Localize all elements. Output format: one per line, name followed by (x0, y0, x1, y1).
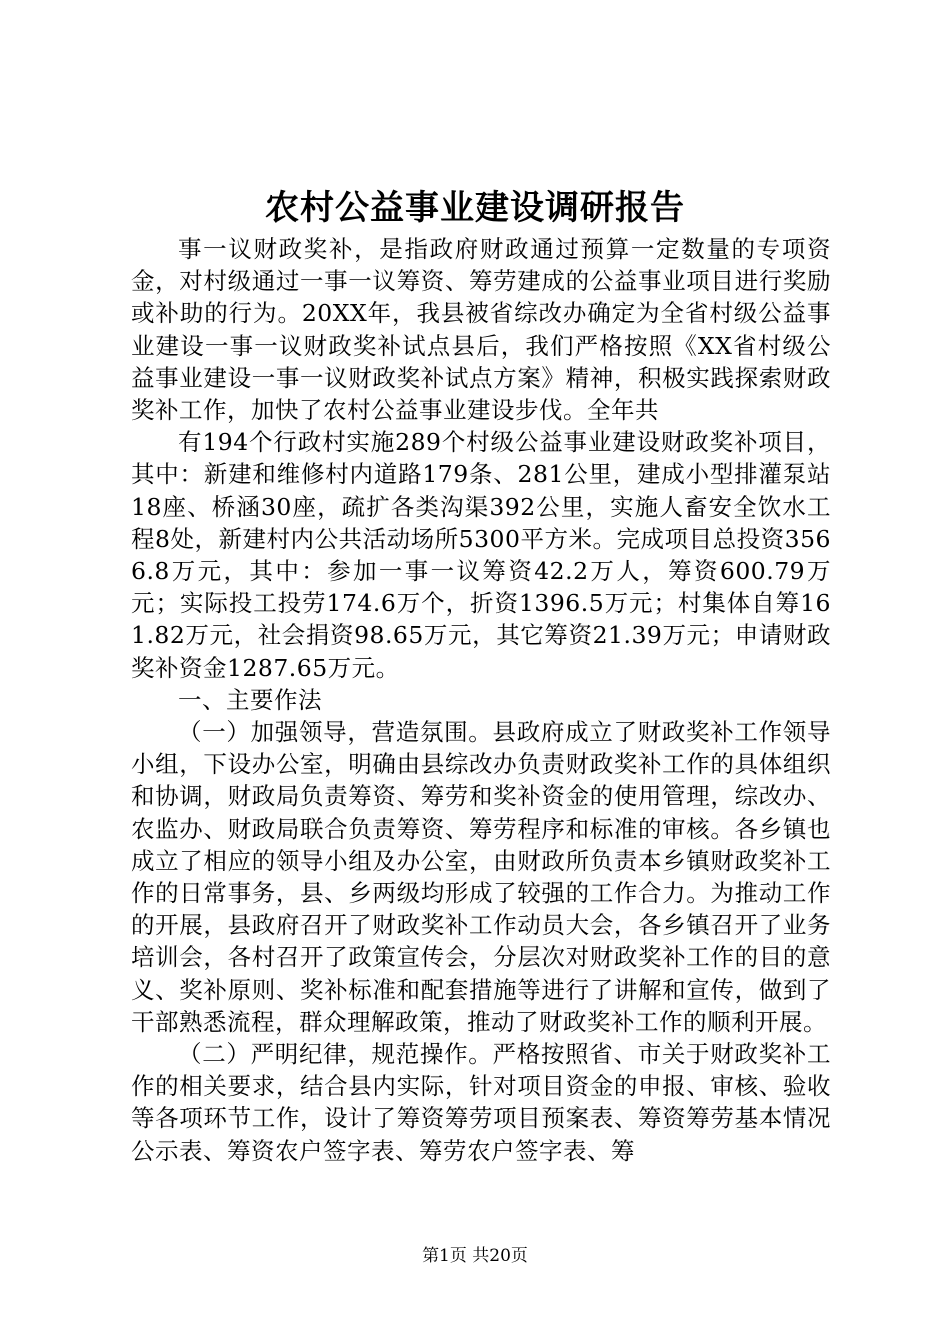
paragraph-statistics: 有194个行政村实施289个村级公益事业建设财政奖补项目，其中：新建和维修村内道路179条、281公里，建成小型排灌泵站18座、桥涵30座，疏扩各类沟渠392公里，实施人畜安全饮水工程8处，新建村内公共活动场所5300平方米。完成项目总投资3566.8万元，其中：参加一事一议筹资42.2万人，筹资600.79万元；实际投工投劳174.6万个，折资1396.5万元；村集体自筹161.82万元，社会捐资98.65万元，其它筹资21.39万元；申请财政奖补资金1287.65万元。 (131, 428, 831, 682)
document-title: 农村公益事业建设调研报告 (265, 188, 685, 228)
paragraph-leadership: （一）加强领导，营造氛围。县政府成立了财政奖补工作领导小组，下设办公室，明确由县综改办负责财政奖补工作的具体组织和协调，财政局负责筹资、筹劳和奖补资金的使用管理，综改办、农监办、财政局联合负责筹资、筹劳程序和标准的审核。各乡镇也成立了相应的领导小组及办公室，由财政所负责本乡镇财政奖补工作的日常事务，县、乡两级均形成了较强的工作合力。为推动工作的开展，县政府召开了财政奖补工作动员大会，各乡镇召开了业务培训会，各村召开了政策宣传会，分层次对财政奖补工作的目的意义、奖补原则、奖补标准和配套措施等进行了讲解和宣传，做到了干部熟悉流程，群众理解政策，推动了财政奖补工作的顺利开展。 (131, 718, 831, 1036)
document-body (131, 233, 831, 1167)
paragraph-intro: 事一议财政奖补，是指政府财政通过预算一定数量的专项资金，对村级通过一事一议筹资、筹劳建成的公益事业项目进行奖励或补助的行为。20XX年，我县被省综改办确定为全省村级公益事业建设一事一议财政奖补试点县后，我们严格按照《XX省村级公益事业建设一事一议财政奖补试点方案》精神，积极实践探索财政奖补工作，加快了农村公益事业建设步伐。全年共 (131, 235, 831, 425)
paragraph-discipline: （二）严明纪律，规范操作。严格按照省、市关于财政奖补工作的相关要求，结合县内实际，针对项目资金的申报、审核、验收等各项环节工作，设计了筹资筹劳项目预案表、筹资筹劳基本情况公示表、筹资农户签字表、筹劳农户签字表、筹 (131, 1040, 831, 1165)
section-heading-main-methods: 一、主要作法 (178, 685, 322, 714)
page-number-footer: 第1页 共20页 (422, 1246, 528, 1266)
